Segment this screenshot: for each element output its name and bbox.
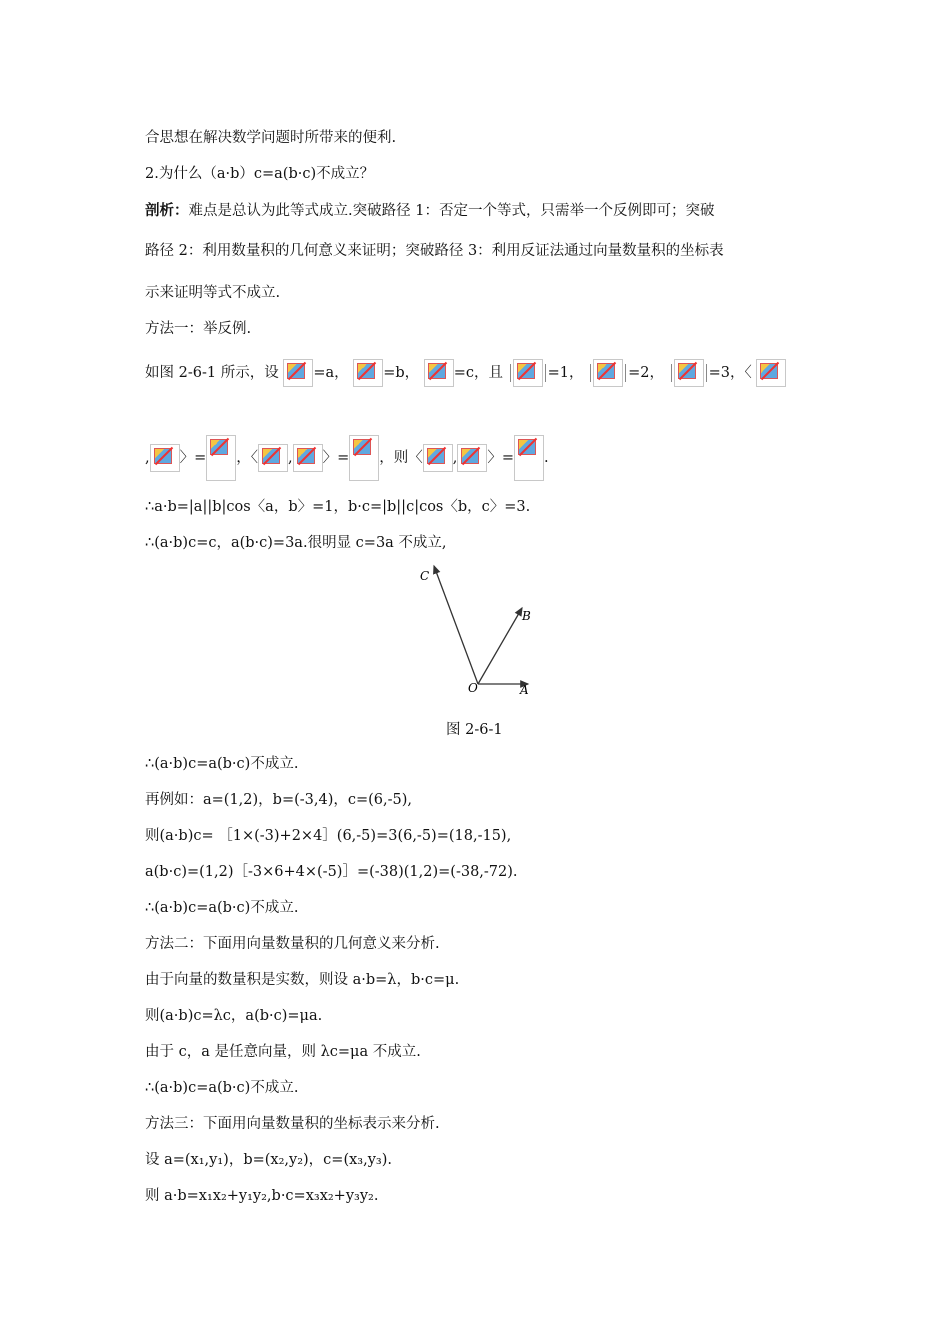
text-segment: ，则〈 <box>379 450 423 466</box>
text-segment: 〉= <box>322 450 350 466</box>
text-line: 由于向量的数量积是实数，则设 a·b=λ，b·c=μ. <box>145 972 460 988</box>
label-o: O <box>468 681 478 695</box>
text-segment: , <box>288 450 293 466</box>
text-line: 则(a·b)c= ［1×(-3)+2×4］(6,-5)=3(6,-5)=(18,-15), <box>145 828 512 844</box>
vector-ob <box>478 608 522 684</box>
text-segment: . <box>544 450 549 466</box>
text-segment: =1， <box>547 365 584 381</box>
method-three-heading: 方法三：下面用向量数量积的坐标表示来分析. <box>145 1116 440 1132</box>
text-line: ∴(a·b)c=c，a(b·c)=3a.很明显 c=3a 不成立, <box>145 535 447 551</box>
abs-bar <box>671 364 672 382</box>
formula-line <box>145 430 549 486</box>
broken-image-icon <box>283 359 313 387</box>
vector-diagram <box>410 560 550 700</box>
text-line: ∴(a·b)c=a(b·c)不成立. <box>145 756 299 772</box>
analysis-paragraph <box>145 201 714 221</box>
text-segment: =2， <box>628 365 665 381</box>
text-segment: =c，且 <box>453 365 504 381</box>
abs-bar <box>510 364 511 382</box>
method-two-heading: 方法二：下面用向量数量积的几何意义来分析. <box>145 936 440 952</box>
text-line: 示来证明等式不成立. <box>145 285 281 301</box>
analysis-label: 剖析： <box>145 203 189 219</box>
question-title: 2.为什么（a·b）c=a(b·c)不成立？ <box>145 166 375 182</box>
text-line: 则 a·b=x₁x₂+y₁y₂,b·c=x₃x₂+y₃y₂. <box>145 1188 379 1204</box>
text-line: 合思想在解决数学问题时所带来的便利. <box>145 130 397 146</box>
text-segment: =b， <box>383 365 420 381</box>
formula-line <box>145 356 786 390</box>
broken-image-icon <box>349 435 379 481</box>
broken-image-icon <box>206 435 236 481</box>
text-segment: ，〈 <box>236 450 259 466</box>
text-segment: =a， <box>313 365 349 381</box>
analysis-text: 难点是总认为此等式成立.突破路径 1：否定一个等式，只需举一个反例即可；突破 <box>188 203 715 219</box>
method-one-heading: 方法一：举反例. <box>145 321 252 337</box>
broken-image-icon <box>258 444 288 472</box>
text-line: 再例如：a=(1,2)，b=(-3,4)，c=(6,-5), <box>145 792 413 808</box>
label-a: A <box>520 683 529 697</box>
broken-image-icon <box>424 359 454 387</box>
abs-bar <box>625 364 626 382</box>
text-segment: 如图 2-6-1 所示，设 <box>145 365 279 381</box>
broken-image-icon <box>353 359 383 387</box>
text-line: 则(a·b)c=λc，a(b·c)=μa. <box>145 1008 323 1024</box>
broken-image-icon <box>513 359 543 387</box>
text-segment: =3，〈 <box>708 365 752 381</box>
text-line: 路径 2：利用数量积的几何意义来证明；突破路径 3：利用反证法通过向量数量积的坐标表 <box>145 243 724 259</box>
text-line: ∴a·b=|a||b|cos〈a，b〉=1，b·c=|b||c|cos〈b，c〉=3. <box>145 499 531 515</box>
text-segment: , <box>452 450 458 466</box>
text-line: ∴(a·b)c=a(b·c)不成立. <box>145 900 299 916</box>
broken-image-icon <box>150 444 180 472</box>
text-segment: 〉= <box>179 450 207 466</box>
label-b: B <box>522 609 531 623</box>
broken-image-icon <box>674 359 704 387</box>
label-c: C <box>420 569 430 583</box>
figure-caption: 图 2-6-1 <box>446 722 503 738</box>
broken-image-icon <box>756 359 786 387</box>
broken-image-icon <box>423 444 453 472</box>
text-segment: , <box>145 450 150 466</box>
abs-bar <box>706 364 707 382</box>
text-line: a(b·c)=(1,2)［-3×6+4×(-5)］=(-38)(1,2)=(-38,-72). <box>145 864 518 880</box>
text-line: 设 a=(x₁,y₁)，b=(x₂,y₂)，c=(x₃,y₃). <box>145 1152 392 1168</box>
broken-image-icon <box>593 359 623 387</box>
text-line: 由于 c，a 是任意向量，则 λc=μa 不成立. <box>145 1044 421 1060</box>
broken-image-icon <box>457 444 487 472</box>
abs-bar <box>590 364 591 382</box>
text-line: ∴(a·b)c=a(b·c)不成立. <box>145 1080 299 1096</box>
broken-image-icon <box>514 435 544 481</box>
broken-image-icon <box>293 444 323 472</box>
text-segment: 〉= <box>487 450 515 466</box>
abs-bar <box>545 364 546 382</box>
vector-oc <box>434 566 478 684</box>
